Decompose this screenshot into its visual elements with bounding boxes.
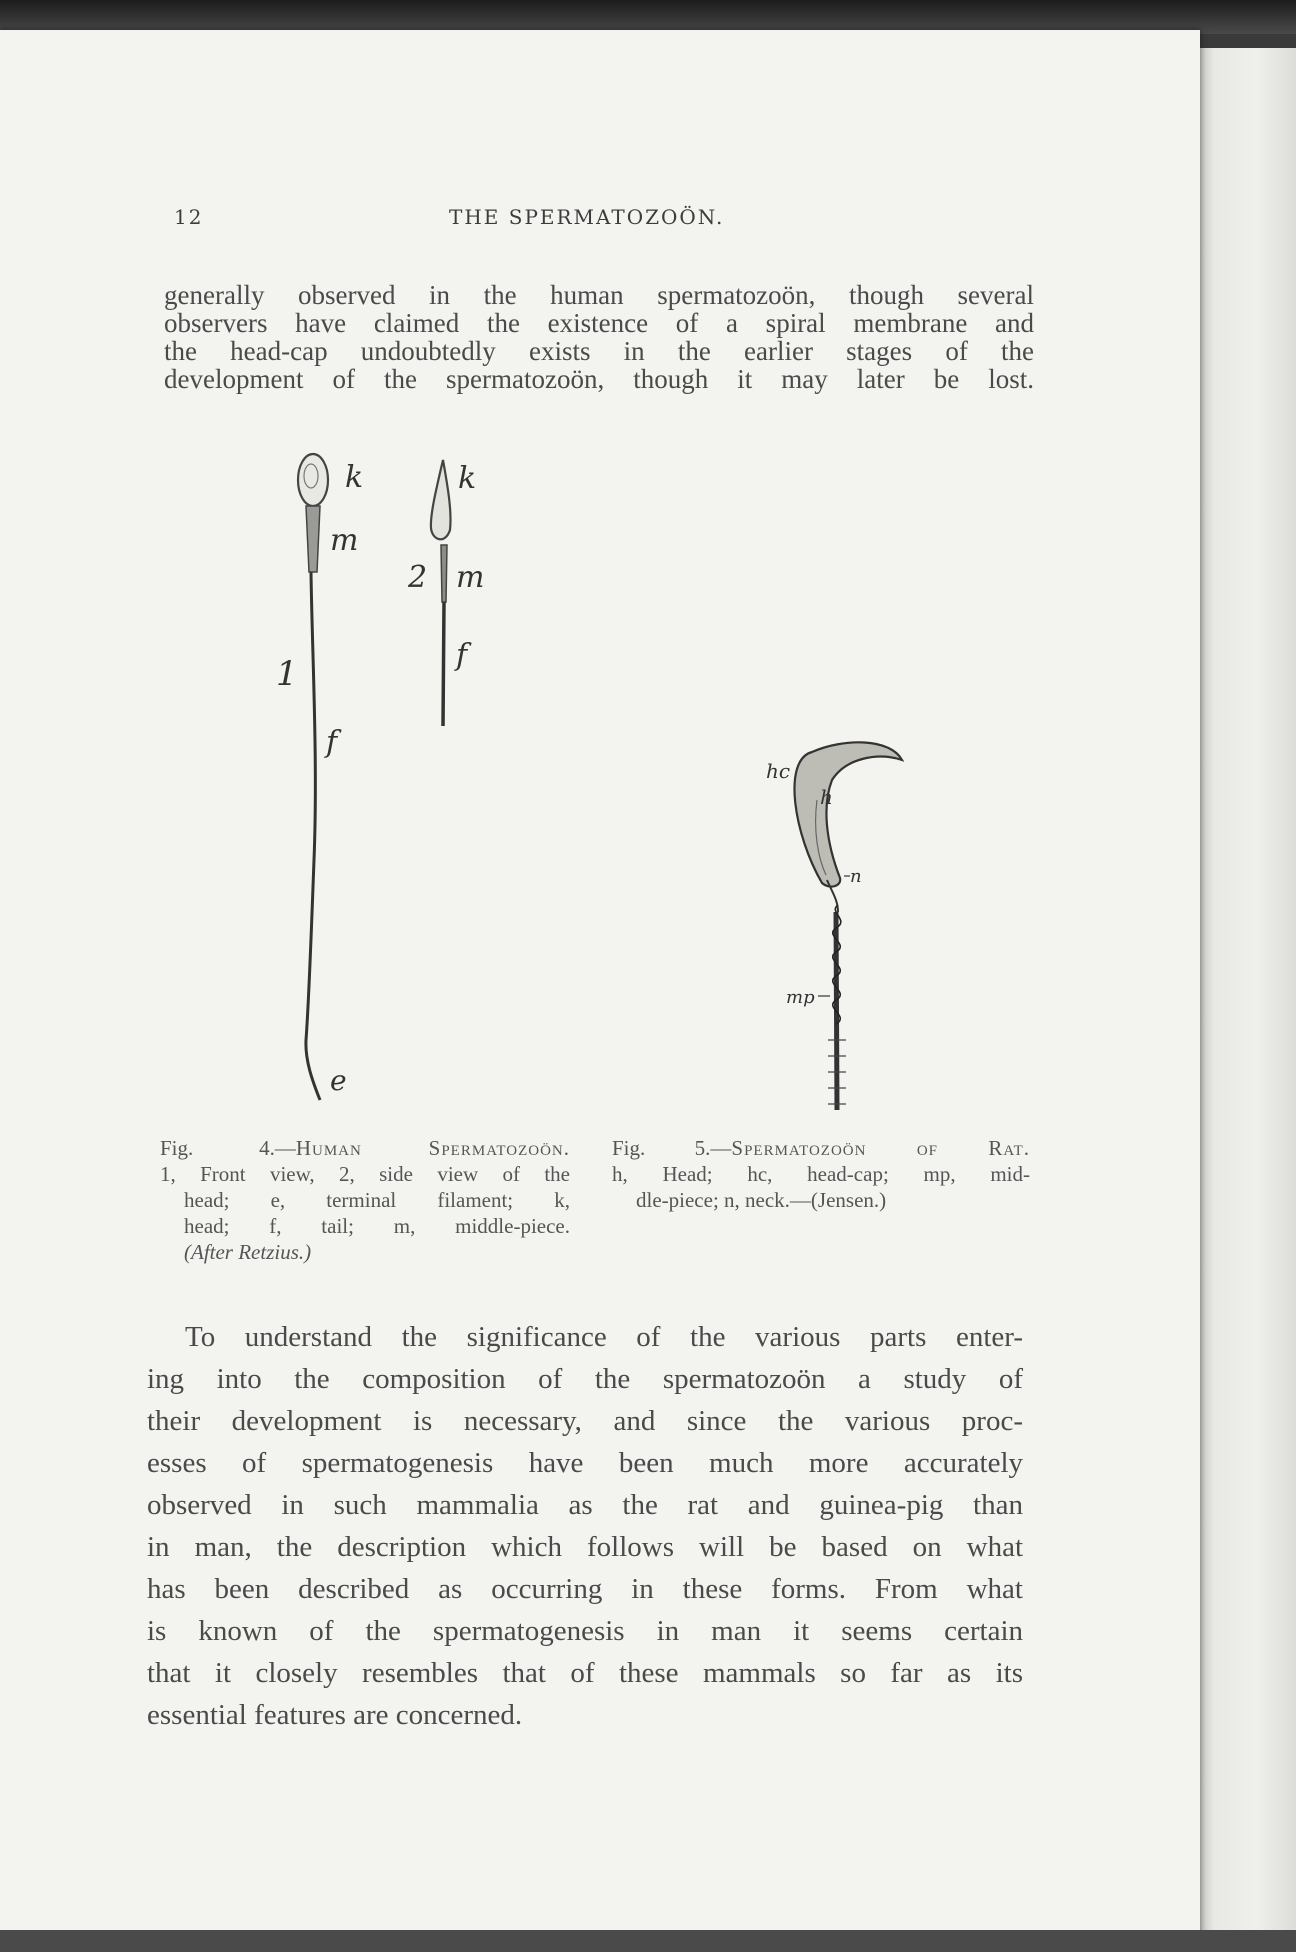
caption-heading bbox=[160, 1135, 570, 1161]
sperm-head-front bbox=[298, 454, 328, 506]
label-f-side: f bbox=[456, 638, 468, 673]
caption-line: (After Retzius.) bbox=[184, 1240, 312, 1264]
caption-line: h, Head; hc, head-cap; mp, mid- bbox=[612, 1162, 1030, 1186]
figure-4-caption bbox=[160, 1135, 570, 1265]
text-line: is known of the spermatogenesis in man it seems certain bbox=[147, 1615, 1023, 1647]
caption-line: head; e, terminal filament; k, bbox=[184, 1188, 570, 1212]
text-line: observed in such mammalia as the rat and guinea-pig than bbox=[147, 1489, 1023, 1521]
fig5-rat-spermatozoon-drawing bbox=[794, 742, 902, 1110]
text-line: development of the spermatozoön, though it may later be lost. bbox=[164, 364, 1034, 394]
text-line: their development is necessary, and since the various proc- bbox=[147, 1405, 1023, 1437]
label-k-side: k bbox=[458, 461, 477, 496]
rat-sperm-head bbox=[794, 742, 902, 886]
label-f: f bbox=[326, 725, 338, 760]
text-line: generally observed in the human spermatozoön, though several bbox=[164, 280, 1034, 310]
tail-front bbox=[306, 572, 320, 1100]
caption-heading bbox=[612, 1135, 1030, 1161]
text-line: ing into the composition of the spermatozoön a study of bbox=[147, 1363, 1023, 1395]
label-m: m bbox=[330, 523, 359, 558]
text-line: essential features are concerned. bbox=[147, 1699, 523, 1731]
text-line: the head-cap undoubtedly exists in the earlier stages of the bbox=[164, 336, 1034, 366]
text-line: esses of spermatogenesis have been much more accurately bbox=[147, 1447, 1023, 1479]
text-line: has been described as occurring in these forms. From what bbox=[147, 1573, 1023, 1605]
label-mp: mp bbox=[786, 987, 815, 1008]
text-line: in man, the description which follows will be based on what bbox=[147, 1531, 1023, 1563]
sperm-head-side bbox=[431, 460, 451, 539]
text-line: To understand the significance of the various parts enter- bbox=[185, 1321, 1023, 1353]
caption-title: Spermatozoön of Rat. bbox=[731, 1136, 1030, 1160]
label-k: k bbox=[345, 460, 364, 495]
label-n: n bbox=[850, 866, 862, 887]
page-number: 12 bbox=[174, 205, 204, 229]
label-m-side: m bbox=[456, 560, 485, 595]
label-hc: hc bbox=[766, 759, 791, 783]
label-figure-number-2: 2 bbox=[408, 560, 428, 595]
caption-line: dle-piece; n, neck.—(Jensen.) bbox=[636, 1188, 887, 1212]
caption-line: head; f, tail; m, middle-piece. bbox=[184, 1214, 570, 1238]
label-h: h bbox=[820, 785, 833, 809]
caption-fig-number: Fig. 5.— bbox=[612, 1136, 732, 1160]
fig4-front-view-drawing bbox=[298, 454, 328, 1100]
text-line: observers have claimed the existence of a spiral membrane and bbox=[164, 308, 1034, 338]
running-title: THE SPERMATOZOÖN. bbox=[449, 205, 725, 229]
fig4-side-view-drawing bbox=[431, 460, 451, 726]
caption-title: Human Spermatozoön. bbox=[295, 1136, 570, 1160]
figure-5-caption bbox=[612, 1135, 1030, 1213]
label-e: e bbox=[330, 1064, 347, 1097]
middle-piece-front bbox=[306, 506, 320, 572]
tail-side bbox=[443, 602, 444, 726]
caption-line: 1, Front view, 2, side view of the bbox=[160, 1162, 570, 1186]
caption-fig-number: Fig. 4.— bbox=[160, 1136, 296, 1160]
paragraph-main bbox=[147, 1316, 1023, 1736]
middle-piece-side bbox=[441, 545, 447, 602]
text-line: that it closely resembles that of these mammals so far as its bbox=[147, 1657, 1023, 1689]
label-figure-number-1: 1 bbox=[276, 654, 298, 694]
